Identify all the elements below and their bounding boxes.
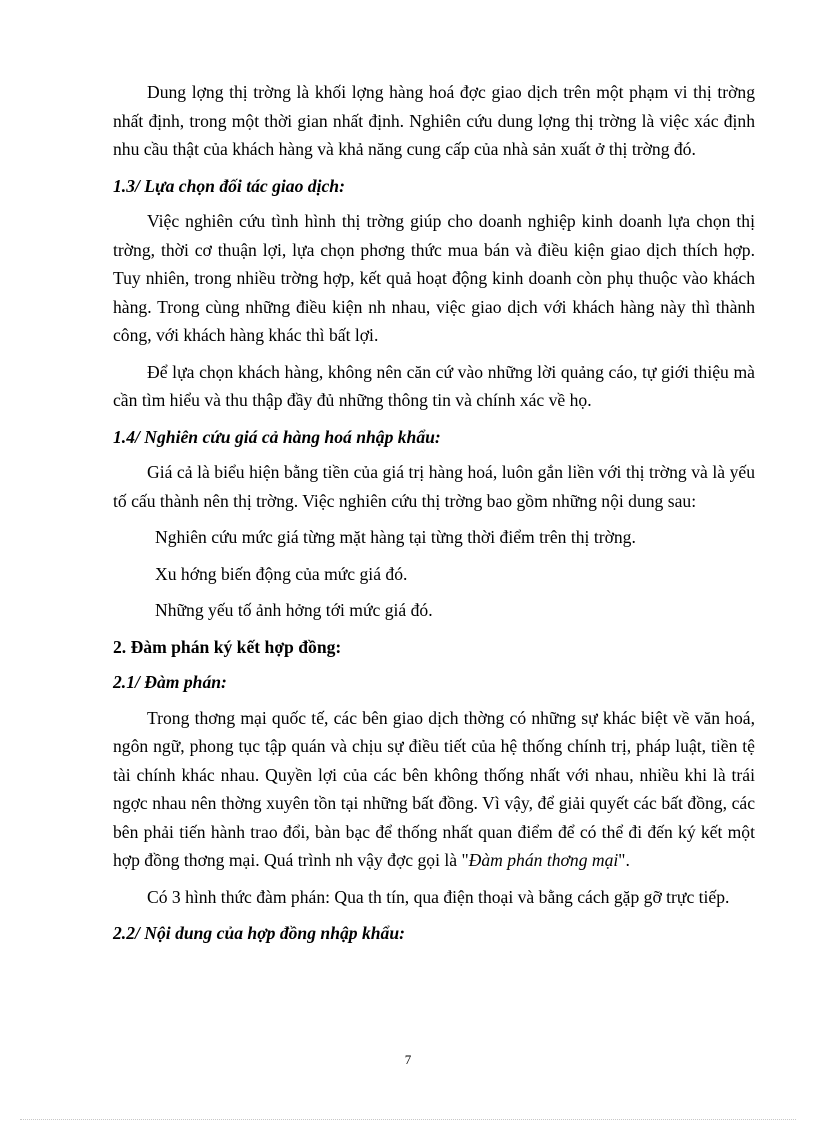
negotiation-term: Đàm phán thơng mại (468, 850, 619, 870)
heading-2-1: 2.1/ Đàm phán: (113, 672, 227, 692)
paragraph-market-research: Việc nghiên cứu tình hình thị trờng giúp cho doanh nghiệp kinh doanh lựa chọn thị trờng, thời cơ thuận lợi, lựa chọn phơng thức mua bán và điều kiện giao dịch thích hợp. Tuy nhiên, trong nhiều trờng hợp, kết quả hoạt động kinh doanh còn phụ thuộc vào khách hàng. Trong cùng những điều kiện nh nhau, việc giao dịch với khách hàng này thì thành công, với khách hàng khác thì bất lợi. (113, 211, 755, 345)
page-bottom-divider (20, 1119, 796, 1120)
paragraph-negotiation (113, 704, 755, 875)
paragraph-negotiation-end: ". (618, 850, 630, 870)
paragraph-market-capacity: Dung lợng thị trờng là khối lợng hàng hoá đợc giao dịch trên một phạm vi thị trờng nhất định, trong một thời gian nhất định. Nghiên cứu dung lợng thị trờng là việc xác định nhu cầu thật của khách hàng và khả năng cung cấp của nhà sản xuất ở thị trờng đó. (113, 82, 755, 159)
list-item: Xu hớng biến động của mức giá đó. (155, 563, 408, 584)
heading-2-2: 2.2/ Nội dung của hợp đồng nhập khẩu: (113, 923, 405, 943)
page-number: 7 (404, 1052, 412, 1067)
paragraph-choose-customer: Để lựa chọn khách hàng, không nên căn cứ vào những lời quảng cáo, tự giới thiệu mà cần tìm hiểu và thu thập đầy đủ những thông tin và chính xác về họ. (113, 361, 755, 410)
list-item: Những yếu tố ảnh hởng tới mức giá đó. (155, 600, 433, 620)
heading-2: 2. Đàm phán ký kết hợp đồng: (113, 636, 342, 657)
heading-1-4: 1.4/ Nghiên cứu giá cả hàng hoá nhập khẩu: (113, 426, 441, 447)
paragraph-negotiation-forms: Có 3 hình thức đàm phán: Qua th tín, qua điện thoại và bằng cách gặp gỡ trực tiếp. (147, 886, 730, 907)
paragraph-negotiation-text: Trong thơng mại quốc tế, các bên giao dịch thờng có những sự khác biệt về văn hoá, ngôn ngữ, phong tục tập quán và chịu sự điều tiết của hệ thống chính trị, pháp luật, tiền tệ tài chính khác nhau. Quyền lợi của các bên không thống nhất với nhau, nhiều khi là trái ngợc nhau nên thờng xuyên tồn tại những bất đồng. Vì vậy, để giải quyết các bất đồng, các bên phải tiến hành trao đổi, bàn bạc để thống nhất quan điểm để có thể đi đến ký kết một hợp đồng thơng mại. Quá trình nh vậy đợc gọi là " (113, 707, 755, 870)
heading-1-3: 1.3/ Lựa chọn đối tác giao dịch: (113, 175, 345, 196)
list-item: Nghiên cứu mức giá từng mặt hàng tại từng thời điểm trên thị trờng. (155, 527, 636, 547)
paragraph-price: Giá cả là biểu hiện bằng tiền của giá trị hàng hoá, luôn gắn liền với thị trờng và là yếu tố cấu thành nên thị trờng. Việc nghiên cứu thị trờng bao gồm những nội dung sau: (113, 462, 755, 511)
page-content (113, 78, 755, 955)
